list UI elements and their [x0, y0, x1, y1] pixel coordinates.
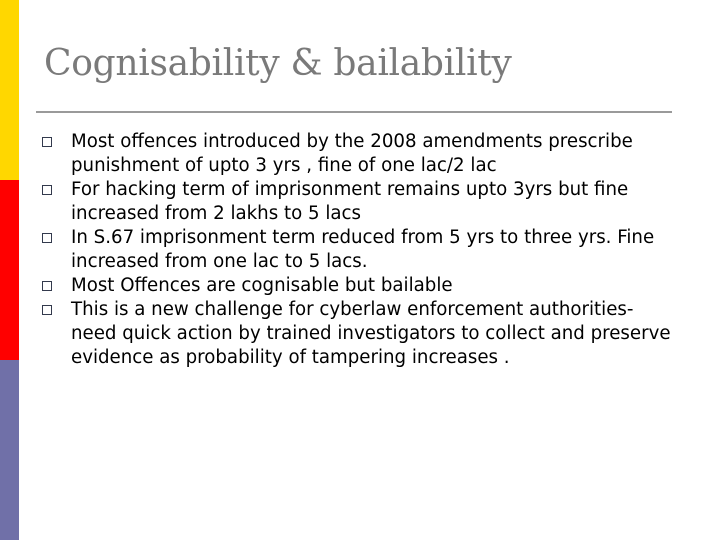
bullet-text: Most offences introduced by the 2008 amendments prescribe punishment of upto 3 yrs , fine of one lac/2 lac	[71, 131, 633, 176]
bullet-item	[42, 298, 682, 370]
title-divider	[36, 111, 672, 113]
side-stripe-red	[0, 180, 19, 360]
bullet-text: For hacking term of imprisonment remains upto 3yrs but fine increased from 2 lakhs to 5 lacs	[71, 179, 629, 224]
bullet-list	[42, 130, 682, 370]
side-stripe-purple	[0, 360, 19, 540]
side-stripe-yellow	[0, 0, 19, 180]
bullet-item	[42, 274, 682, 298]
hollow-square-icon	[42, 281, 52, 291]
hollow-square-icon	[42, 137, 52, 147]
bullet-item	[42, 130, 682, 178]
bullet-item	[42, 178, 682, 226]
hollow-square-icon	[42, 185, 52, 195]
bullet-text: In S.67 imprisonment term reduced from 5 yrs to three yrs. Fine increased from one lac to 5 lacs.	[71, 227, 655, 272]
bullet-item	[42, 226, 682, 274]
bullet-text: Most Offences are cognisable but bailable	[71, 275, 453, 296]
hollow-square-icon	[42, 305, 52, 315]
slide-title: Cognisability & bailability	[44, 43, 512, 84]
hollow-square-icon	[42, 233, 52, 243]
bullet-text: This is a new challenge for cyberlaw enforcement authorities- need quick action by trained investigators to collect and preserve evidence as probability of tampering increases .	[71, 299, 671, 368]
